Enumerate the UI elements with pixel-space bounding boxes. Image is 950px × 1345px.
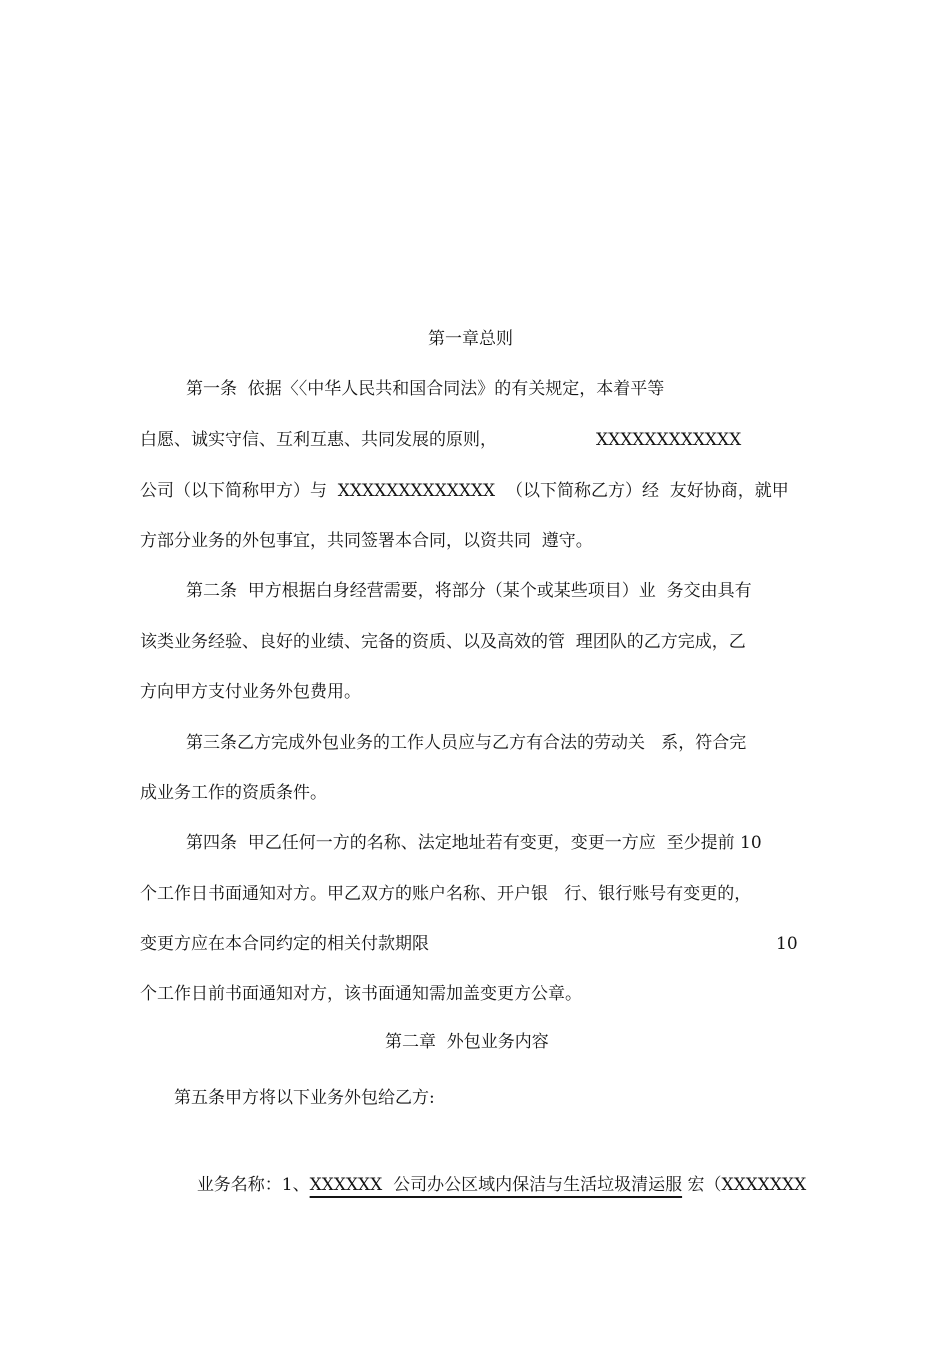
article-3-line-2: 成业务工作的资质条件。 bbox=[140, 783, 327, 803]
business-name-label: 业务名称：1、 bbox=[196, 1175, 310, 1195]
article-4-line-3a: 变更方应在本合同约定的相关付款期限 bbox=[140, 934, 429, 954]
article-3-line-1: 第三条乙方完成外包业务的工作人员应与乙方有合法的劳动关 系，符合完 bbox=[186, 733, 747, 753]
business-name-value: XXXXXX 公司办公区域内保洁与生活垃圾清运服 bbox=[309, 1175, 683, 1195]
business-name-suffix: 宏（XXXXXXX bbox=[682, 1175, 807, 1195]
article-2-line-3: 方向甲方支付业务外包费用。 bbox=[140, 682, 361, 702]
chapter-1-title: 第一章总则 bbox=[428, 329, 513, 349]
chapter-2-title: 第二章 外包业务内容 bbox=[385, 1032, 549, 1052]
article-1-line-1: 第一条 依据〈〈中华人民共和国合同法》的有关规定，本着平等 bbox=[186, 379, 665, 399]
article-4-line-4: 个工作日前书面通知对方，该书面通知需加盖变更方公章。 bbox=[140, 984, 582, 1004]
article-5-line-1: 第五条甲方将以下业务外包给乙方: bbox=[174, 1088, 435, 1108]
article-5-line-2 bbox=[186, 1149, 806, 1197]
article-4-line-3b: 10 bbox=[776, 934, 798, 954]
article-1-line-2b: XXXXXXXXXXXX bbox=[596, 430, 742, 450]
article-1-line-3: 公司（以下简称甲方）与 XXXXXXXXXXXXX （以下简称乙方）经 友好协商，就甲 bbox=[140, 481, 789, 501]
article-1-line-2a: 白愿、诚实守信、互利互惠、共同发展的原则， bbox=[140, 430, 497, 450]
article-2-line-2: 该类业务经验、良好的业绩、完备的资质、以及高效的管 理团队的乙方完成，乙 bbox=[140, 632, 746, 652]
article-2-line-1: 第二条 甲方根据白身经营需要，将部分（某个或某些项目）业 务交由具有 bbox=[186, 581, 752, 601]
article-4-line-2: 个工作日书面通知对方。甲乙双方的账户名称、开户银 行、银行账号有变更的， bbox=[140, 884, 752, 904]
article-4-line-1: 第四条 甲乙任何一方的名称、法定地址若有变更，变更一方应 至少提前 10 bbox=[186, 833, 762, 853]
article-1-line-4: 方部分业务的外包事宜，共同签署本合同，以资共同 遵守。 bbox=[140, 531, 593, 551]
